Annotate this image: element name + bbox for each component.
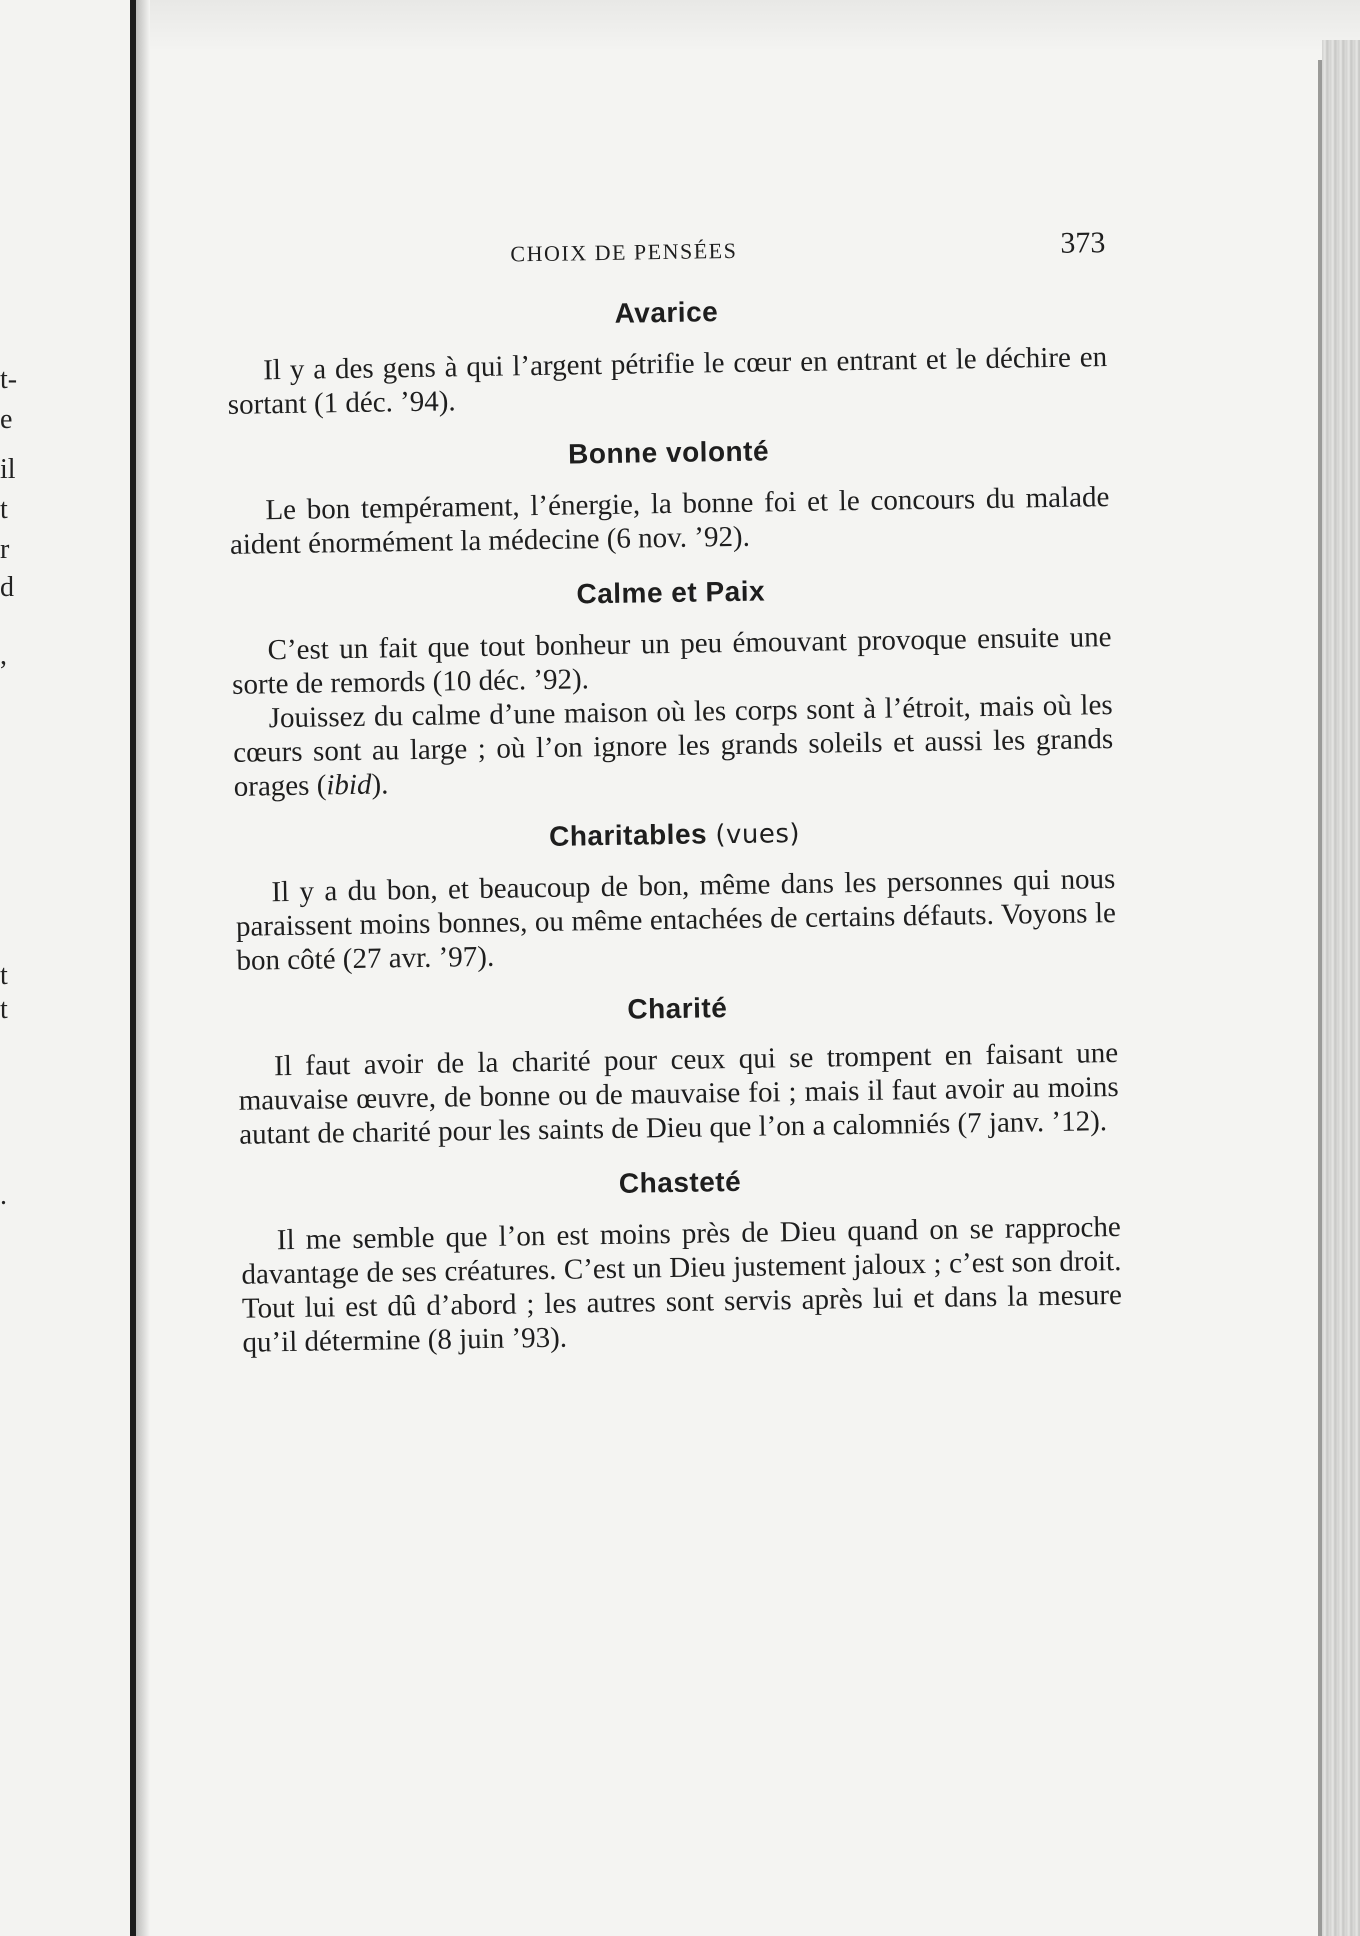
section-heading: Avarice <box>614 296 719 329</box>
gutter-shadow <box>136 0 150 1936</box>
paragraph: Il faut avoir de la charité pour ceux qui se trompent en faisant une mauvaise œuvre, de bonne ou de mauvaise foi ; mais il faut avoir au moins autant de charité pour les saints de Dieu que l’on a calomniés (7 janv. ’12). <box>238 1036 1119 1151</box>
section-heading-text: Charitables <box>548 818 708 852</box>
left-fragment: d <box>0 572 14 603</box>
section-bonne-volonte <box>228 430 1110 562</box>
paragraph: Il y a du bon, et beaucoup de bon, même dans les personnes qui nous paraissent moins bonnes, ou même entachées de certains défauts. Voyons le bon côté (27 avr. ’97). <box>235 863 1117 977</box>
paragraph-text: Jouissez du calme d’une maison où les corps sont à l’étroit, mais où les cœurs sont au large ; où l’on ignore les grands soleils et aussi les grands orages ( <box>232 689 1114 803</box>
left-fragment: il <box>0 454 16 485</box>
paragraph-text: ). <box>371 768 389 801</box>
paragraph <box>232 688 1113 804</box>
paragraph: Il y a des gens à qui l’argent pétrifie le cœur en entrant et le déchire en sortant (1 déc. ’94). <box>227 341 1108 421</box>
section-calme-et-paix <box>231 570 1114 804</box>
section-heading: Calme et Paix <box>576 575 766 610</box>
section-heading-paren: (vues) <box>715 818 801 851</box>
left-fragment: t- <box>0 364 18 395</box>
section-heading: Chasteté <box>618 1165 742 1199</box>
running-head <box>225 218 1106 282</box>
left-facing-page <box>0 0 132 1936</box>
left-fragment: t <box>0 960 8 991</box>
page-top-edge <box>150 0 1360 52</box>
paragraph: Il me semble que l’on est moins près de Dieu quand on se rapproche davantage de ses créatures. C’est un Dieu justement jaloux ; c’est son droit. Tout lui est dû d’abord ; les autres sont servis après lui et dans la mesure qu’il détermine (8 juin ’93). <box>241 1210 1123 1359</box>
left-fragment: . <box>0 1180 7 1211</box>
paragraph: C’est un fait que tout bonheur un peu émouvant provoque ensuite une sorte de remords (10 déc. ’92). <box>231 621 1112 701</box>
section-heading: Charité <box>627 992 728 1025</box>
left-page-text-fragments <box>0 0 30 1936</box>
section-avarice <box>226 290 1108 422</box>
section-chastete <box>240 1160 1123 1360</box>
paragraph-italic: ibid <box>326 768 372 802</box>
left-fragment: e <box>0 404 13 435</box>
left-fragment: , <box>0 640 7 671</box>
left-fragment: t <box>0 494 8 525</box>
section-heading: Bonne volonté <box>567 435 770 470</box>
page-stack-edge <box>1322 40 1360 1936</box>
section-charitables <box>234 812 1116 978</box>
left-fragment: r <box>0 534 10 565</box>
paragraph: Le bon tempérament, l’énergie, la bonne foi et le concours du malade aident énormément la médecine (6 nov. ’92). <box>229 481 1110 561</box>
page-number: 373 <box>1060 226 1106 260</box>
running-title: CHOIX DE PENSÉES <box>510 237 738 267</box>
section-charite <box>237 986 1119 1152</box>
section-heading <box>234 812 1114 858</box>
book-page <box>225 218 1123 1380</box>
left-fragment: t <box>0 994 8 1025</box>
